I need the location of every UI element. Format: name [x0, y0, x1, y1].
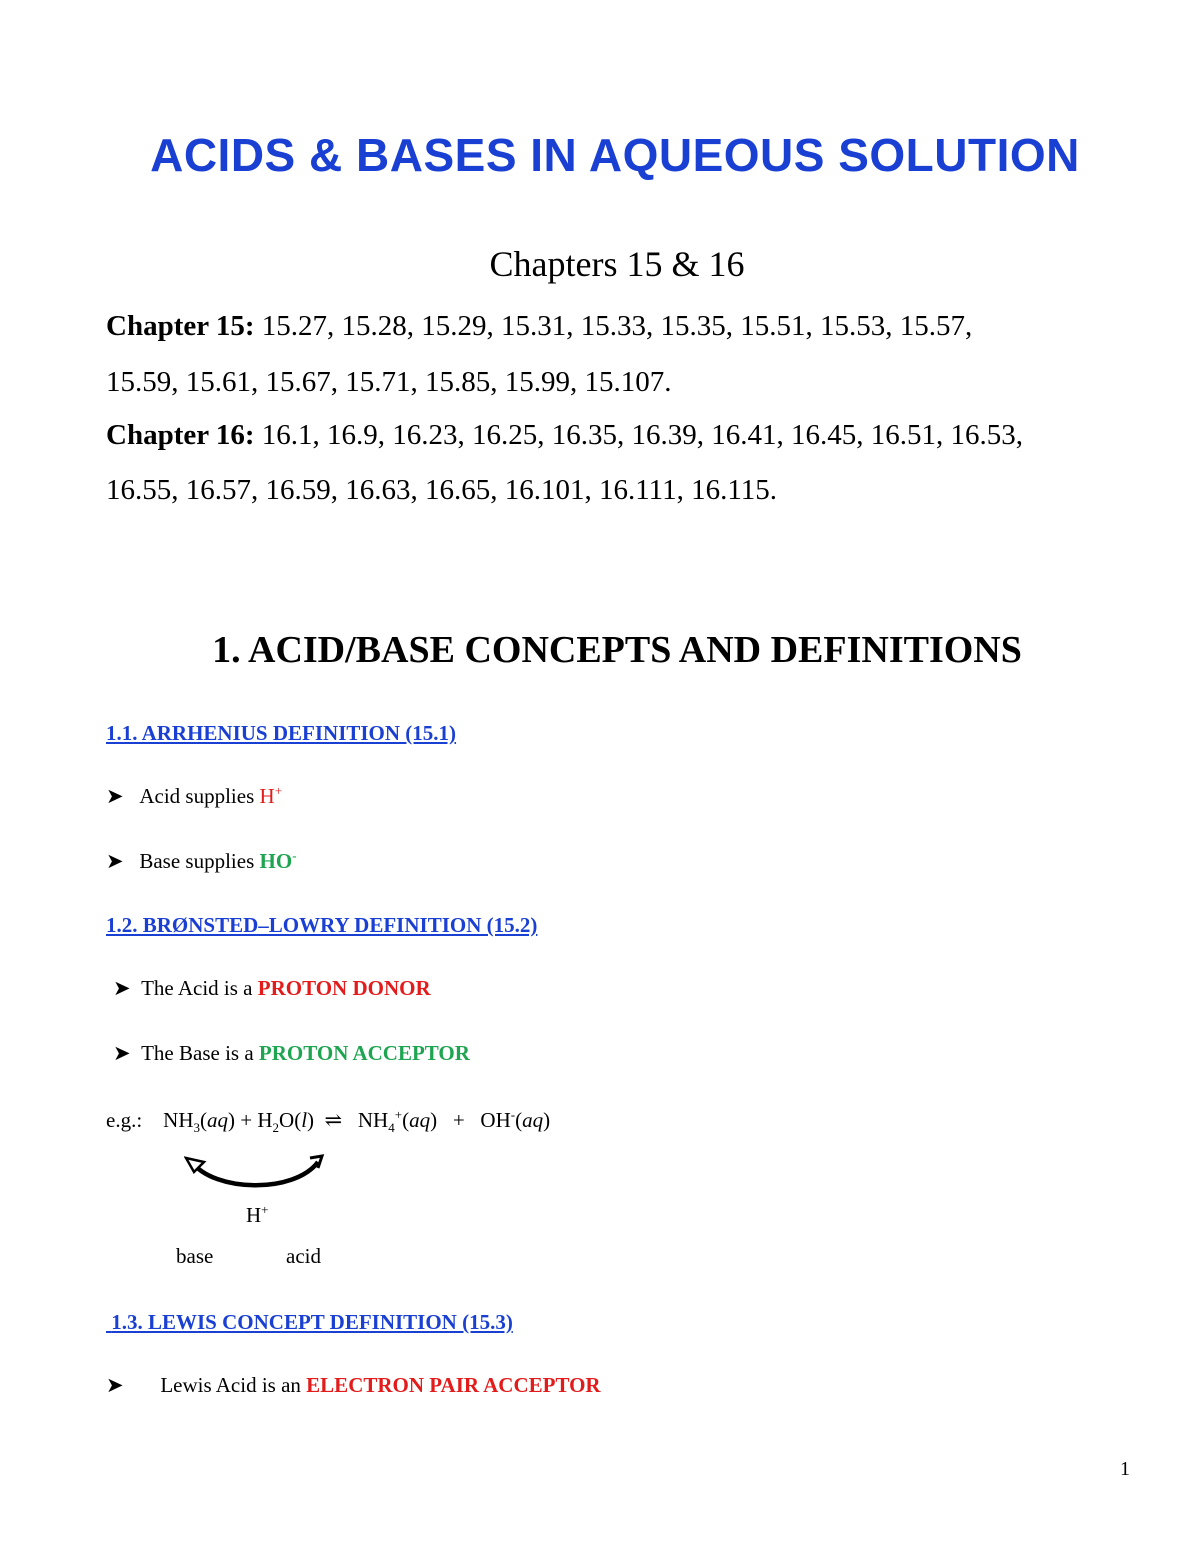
arrowhead-bullet-icon: ➤ [113, 1041, 131, 1065]
electron-pair-acceptor-term: ELECTRON PAIR ACCEPTOR [306, 1373, 601, 1397]
proton-transfer-arrow-icon [184, 1152, 326, 1198]
equilibrium-arrow-icon: ⇌ [324, 1108, 343, 1132]
base-label: base [176, 1244, 214, 1268]
chapter15-problems-1: 15.27, 15.28, 15.29, 15.31, 15.33, 15.35, 15.51, 15.53, 15.57, [254, 310, 973, 342]
page-number: 1 [1120, 1458, 1130, 1480]
lewis-heading: 1.3. LEWIS CONCEPT DEFINITION (15.3) [111, 1310, 513, 1334]
bronsted-heading: 1.2. BRØNSTED–LOWRY DEFINITION (15.2) [106, 913, 538, 937]
chapter16-problems-2: 16.55, 16.57, 16.59, 16.63, 16.65, 16.101, 16.111, 16.115. [106, 474, 778, 506]
bronsted-bullet-acid: ➤ The Acid is a PROTON DONOR [113, 976, 431, 1000]
arrhenius-bullet-base: ➤ Base supplies HO- [106, 848, 297, 873]
lewis-bullet-acid: ➤ Lewis Acid is an ELECTRON PAIR ACCEPTOR [106, 1373, 601, 1397]
acid-label: acid [286, 1244, 321, 1268]
arrowhead-bullet-icon: ➤ [106, 1373, 124, 1397]
chapter16-line1 [106, 419, 1023, 452]
chapter15-line1 [106, 310, 972, 343]
example-equation: e.g.: $NH_3(aq) + H_2O(l)$ ⇌ $NH_4^+(aq)$ + OH-(aq) [106, 1107, 551, 1136]
chapters-subtitle: Chapters 15 & 16 [489, 244, 745, 284]
page-title: ACIDS & BASES IN AQUEOUS SOLUTION [150, 129, 1080, 181]
chapter16-problems-1: 16.1, 16.9, 16.23, 16.25, 16.35, 16.39, 16.41, 16.45, 16.51, 16.53, [254, 419, 1023, 451]
arrowhead-bullet-icon: ➤ [106, 849, 124, 873]
proton-acceptor-term: PROTON ACCEPTOR [258, 1041, 470, 1065]
section-1-title: 1. ACID/BASE CONCEPTS AND DEFINITIONS [212, 629, 1022, 671]
arrhenius-bullet-acid: ➤ Acid supplies H+ [106, 783, 283, 808]
arrhenius-heading: 1.1. ARRHENIUS DEFINITION (15.1) [106, 721, 457, 745]
chapter15-problems-2: 15.59, 15.61, 15.67, 15.71, 15.85, 15.99, 15.107. [106, 366, 672, 398]
arrowhead-bullet-icon: ➤ [106, 784, 124, 808]
chapter16-label: Chapter 16: [106, 419, 255, 451]
hydroxide-species: HO- [259, 848, 297, 873]
arrowhead-bullet-icon: ➤ [113, 976, 131, 1000]
bronsted-bullet-base: ➤ The Base is a PROTON ACCEPTOR [113, 1041, 470, 1065]
proton-donor-term: PROTON DONOR [257, 976, 431, 1000]
transferred-proton: H+ [246, 1202, 269, 1227]
chapter15-label: Chapter 15: [106, 310, 255, 342]
proton-species: H+ [259, 783, 283, 808]
